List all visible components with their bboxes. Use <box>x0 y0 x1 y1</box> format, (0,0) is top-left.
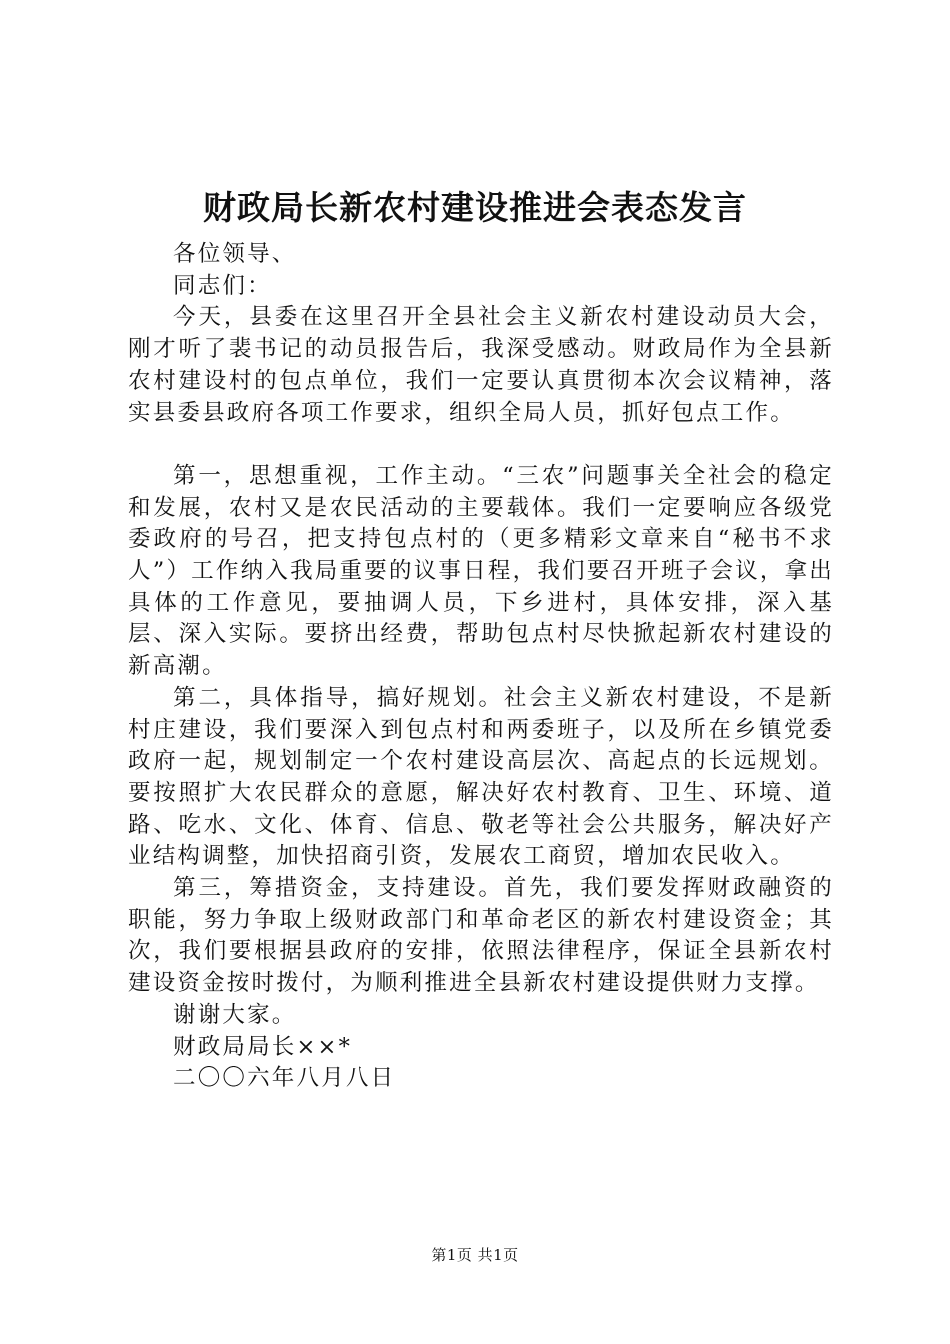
closing-line: 谢谢大家。 <box>173 1001 297 1028</box>
paragraph-second-point: 第二，具体指导，搞好规划。社会主义新农村建设，不是新村庄建设，我们要深入到包点村和两委班子，以及所在乡镇党委政府一起，规划制定一个农村建设高层次、高起点的长远规划。要按照扩大农民群众的意愿，解决好农村教育、卫生、环境、道路、吃水、文化、体育、信息、敬老等社会公共服务，解决好产业结构调整，加快招商引资，发展农工商贸，增加农民收入。 <box>128 684 834 870</box>
greeting-line: 各位领导、 <box>173 241 297 267</box>
document-body <box>128 239 834 1095</box>
greeting-line: 同志们： <box>173 272 272 299</box>
signature-line: 财政局局长××* <box>173 1033 353 1060</box>
date-line: 二〇〇六年八月八日 <box>173 1065 396 1092</box>
document-title: 财政局长新农村建设推进会表态发言 <box>203 188 747 227</box>
paragraph-first-point: 第一，思想重视，工作主动。“三农”问题事关全社会的稳定和发展，农村又是农民活动的主要载体。我们一定要响应各级党委政府的号召，把支持包点村的（更多精彩文章来自“秘书不求人”）工作纳入我局重要的议事日程，我们要召开班子会议，拿出具体的工作意见，要抽调人员，下乡进村，具体安排，深入基层、深入实际。要挤出经费，帮助包点村尽快掀起新农村建设的新高潮。 <box>128 462 834 680</box>
paragraph-third-point: 第三，筹措资金，支持建设。首先，我们要发挥财政融资的职能，努力争取上级财政部门和革命老区的新农村建设资金；其次，我们要根据县政府的安排，依照法律程序，保证全县新农村建设资金按时拨付，为顺利推进全县新农村建设提供财力支撑。 <box>128 875 834 997</box>
paragraph-intro: 今天，县委在这里召开全县社会主义新农村建设动员大会，刚才听了裴书记的动员报告后，我深受感动。财政局作为全县新农村建设村的包点单位，我们一定要认真贯彻本次会议精神，落实县委县政府各项工作要求，组织全局人员，抓好包点工作。 <box>128 304 834 426</box>
page-footer: 第1页 共1页 <box>431 1246 519 1264</box>
